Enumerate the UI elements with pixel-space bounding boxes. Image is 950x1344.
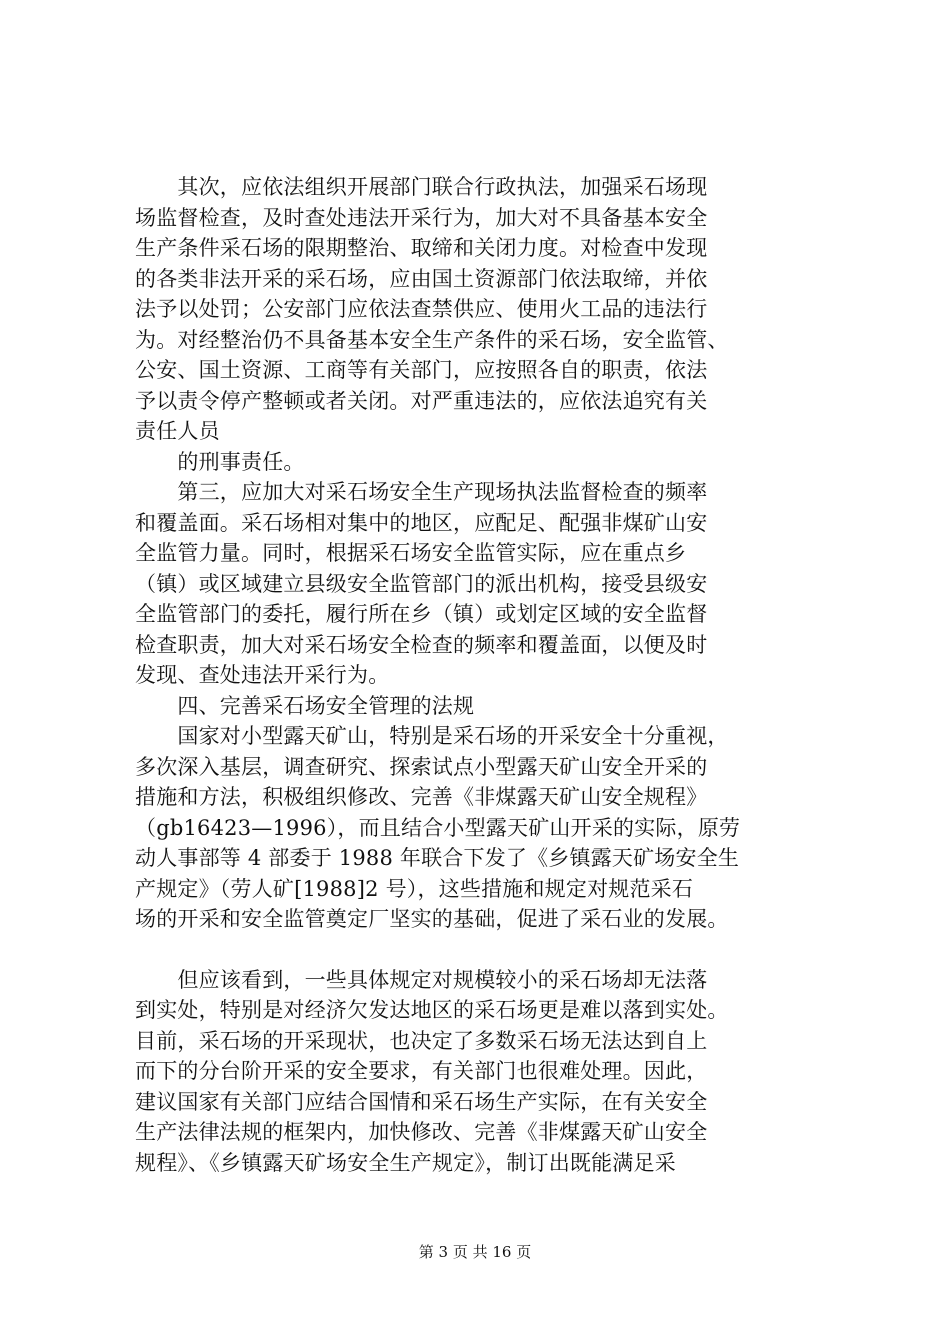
text-line: 产规定》（劳人矿[1988]2 号），这些措施和规定对规范采石	[135, 876, 694, 901]
text-line: 公安、国土资源、工商等有关部门，应按照各自的职责，依法	[135, 358, 708, 382]
text-line: 场的开采和安全监管奠定厂坚实的基础，促进了采石业的发展。	[135, 907, 729, 931]
text-line: 规程》、《乡镇露天矿场安全生产规定》，制订出既能满足采	[135, 1150, 676, 1175]
text-line: 措施和方法，积极组织修改、完善《非煤露天矿山安全规程》	[135, 785, 708, 809]
text-line: 和覆盖面。采石场相对集中的地区，应配足、配强非煤矿山安	[135, 510, 708, 535]
text-line: 法予以处罚；公安部门应依法查禁供应、使用火工品的违法行	[135, 297, 708, 321]
text-line: 全监管部门的委托，履行所在乡（镇）或划定区域的安全监督	[135, 602, 708, 626]
text-line: 全监管力量。同时，根据采石场安全监管实际，应在重点乡	[135, 541, 687, 565]
text-line: 发现、查处违法开采行为。	[135, 663, 390, 687]
text-line: 的各类非法开采的采石场，应由国土资源部门依法取缔，并依	[135, 266, 708, 291]
text-line: 到实处，特别是对经济欠发达地区的采石场更是难以落到实处。	[135, 998, 729, 1022]
text-line: 国家对小型露天矿山，特别是采石场的开采安全十分重视，	[135, 724, 729, 748]
text-line: 予以责令停产整顿或者关闭。对严重违法的，应依法追究有关	[135, 388, 708, 413]
text-line: 场监督检查，及时查处违法开采行为，加大对不具备基本安全	[135, 205, 708, 230]
text-line: 其次，应依法组织开展部门联合行政执法，加强采石场现	[135, 175, 708, 199]
text-line: 建议国家有关部门应结合国情和采石场生产实际，在有关安全	[135, 1089, 708, 1114]
paragraph-gap	[135, 935, 855, 965]
text-line: 生产法律法规的框架内，加快修改、完善《非煤露天矿山安全	[135, 1120, 708, 1144]
text-line: 动人事部等 4 部委于 1988 年联合下发了《乡镇露天矿场安全生	[135, 846, 740, 870]
text-line: 多次深入基层，调查研究、探索试点小型露天矿山安全开采的	[135, 754, 708, 779]
text-line: 而下的分台阶开采的安全要求，有关部门也很难处理。因此，	[135, 1059, 708, 1083]
text-line: 责任人员	[135, 419, 220, 443]
text-line: （gb16423—1996），而且结合小型露天矿山开采的实际，原劳	[135, 815, 741, 840]
text-line: 目前，采石场的开采现状，也决定了多数采石场无法达到自上	[135, 1028, 708, 1053]
text-line: 为。对经整治仍不具备基本安全生产条件的采石场，安全监管、	[135, 327, 729, 352]
text-line: 但应该看到，一些具体规定对规模较小的采石场却无法落	[135, 967, 708, 992]
text-line: （镇）或区域建立县级安全监管部门的派出机构，接受县级安	[135, 571, 708, 596]
page-number-footer: 第 3 页 共 16 页	[418, 1243, 532, 1261]
section-heading: 四、完善采石场安全管理的法规	[135, 693, 475, 718]
body-text	[135, 172, 855, 1178]
text-line: 检查职责，加大对采石场安全检查的频率和覆盖面，以便及时	[135, 632, 708, 657]
text-line: 生产条件采石场的限期整治、取缔和关闭力度。对检查中发现	[135, 236, 708, 260]
text-line: 的刑事责任。	[135, 449, 305, 474]
text-line: 第三，应加大对采石场安全生产现场执法监督检查的频率	[135, 480, 708, 504]
